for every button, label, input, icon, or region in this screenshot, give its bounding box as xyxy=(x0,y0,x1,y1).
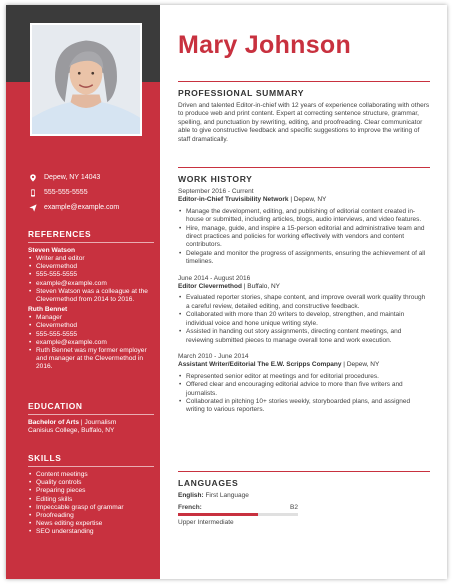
job-dates: June 2014 - August 2016 xyxy=(178,274,251,282)
candidate-name: Mary Johnson xyxy=(178,31,352,59)
job-bullets xyxy=(178,373,430,415)
contact-location xyxy=(28,170,156,185)
language-french-bar-fill xyxy=(178,513,258,516)
job-title-line: Editor-in-Chief Truvisibility Network | Depew, NY xyxy=(178,196,327,204)
profile-photo xyxy=(30,23,142,136)
reference-details xyxy=(28,255,154,304)
language-french-level-code: B2 xyxy=(290,504,298,512)
job-bullet: • Hire, manage, guide, and inspire a 15-person editorial and administrative team and direct practices and policies for working effectively with vendors and content contributors. xyxy=(178,225,430,250)
reference-details xyxy=(28,314,154,371)
job-location: Depew, NY xyxy=(293,196,327,204)
references-section xyxy=(28,229,154,372)
reference-detail: • example@example.com xyxy=(28,339,154,347)
skill-item: • Quality controls xyxy=(28,479,154,487)
work-history-heading: WORK HISTORY xyxy=(178,167,430,184)
contact-phone xyxy=(28,185,156,200)
language-french-row xyxy=(178,504,298,511)
skill-item: • Editing skills xyxy=(28,496,154,504)
skills-list xyxy=(28,471,154,537)
language-french-level-text: Upper Intermediate xyxy=(178,519,234,527)
skill-item: • Proofreading xyxy=(28,512,154,520)
contact-email-text: example@example.com xyxy=(44,204,120,211)
contact-location-text: Depew, NY 14043 xyxy=(44,174,101,181)
location-pin-icon xyxy=(28,173,38,183)
reference-detail: • Clevermethod xyxy=(28,263,154,271)
job-title-line: Assistant Writer/Editorial The E.W. Scripps Company | Depew, NY xyxy=(178,361,380,369)
main-content xyxy=(178,5,430,579)
sidebar xyxy=(6,5,160,579)
job-dates: March 2010 - June 2014 xyxy=(178,352,249,360)
job-bullets xyxy=(178,294,430,344)
skills-section xyxy=(28,453,154,537)
summary-text: Driven and talented Editor-in-chief with 12 years of experience collaborating with others to produce web and print content. Expert at correcting sentence structure, grammar, spelling, and punctuation by rewriting, editing, and proofreading. Clear communicator able to give constructive feedback and specific suggestions to improve the writing of staff dramatically. xyxy=(178,102,430,143)
languages-section xyxy=(178,471,430,528)
language-english-label: English: xyxy=(178,492,204,499)
contact-phone-text: 555-555-5555 xyxy=(44,189,88,196)
reference-detail: • Clevermethod xyxy=(28,322,154,330)
job-bullet: • Evaluated reporter stories, shape content, and improve overall work quality through a careful review, detailed editing, and constructive feedback. xyxy=(178,294,430,311)
job-bullets xyxy=(178,208,430,267)
job-bullet: • Represented senior editor at meetings and for editorial procedures. xyxy=(178,373,430,381)
education-heading: EDUCATION xyxy=(28,401,154,415)
contact-info xyxy=(28,170,156,215)
job-bullet: • Delegate and monitor the progress of assignments, ensuring the achievement of all timelines. xyxy=(178,250,430,267)
reference-name: Steven Watson xyxy=(28,247,76,254)
reference-detail: • 555-555-5555 xyxy=(28,331,154,339)
language-english-value: First Language xyxy=(205,492,249,499)
education-section xyxy=(28,401,154,435)
language-french-bar xyxy=(178,513,298,516)
profile-photo-illustration xyxy=(32,25,140,134)
reference-detail: • Writer and editor xyxy=(28,255,154,263)
job-bullet: • Manage the development, editing, and publishing of editorial content created in-house or submitted, including articles, blogs, audio interviews, and video features. xyxy=(178,208,430,225)
language-french-label: French: xyxy=(178,504,202,512)
phone-icon xyxy=(28,188,38,198)
job-title: Editor Clevermethod xyxy=(178,283,242,291)
skills-heading: SKILLS xyxy=(28,453,154,467)
job-entry xyxy=(178,275,430,345)
contact-email xyxy=(28,200,156,215)
reference-name: Ruth Bennet xyxy=(28,306,68,314)
skill-item: • Preparing pieces xyxy=(28,487,154,495)
reference-detail: • Ruth Bennet was my former employer and manager at the Clevermethod in 2016. xyxy=(28,347,154,372)
reference-detail: • Steven Watson was a colleague at the Clevermethod from 2014 to 2016. xyxy=(28,288,154,304)
reference-detail: • Manager xyxy=(28,314,154,322)
job-bullet: • Collaborated with more than 20 writers to develop, strengthen, and maintain individual voice and hone unique writing style. xyxy=(178,311,430,328)
job-dates: September 2016 - Current xyxy=(178,188,254,195)
skill-item: • Content meetings xyxy=(28,471,154,479)
job-title: Assistant Writer/Editorial The E.W. Scripps Company xyxy=(178,361,342,369)
resume-page xyxy=(6,5,447,579)
skill-item: • Impeccable grasp of grammar xyxy=(28,504,154,512)
work-history-section xyxy=(178,167,430,415)
email-icon xyxy=(28,203,38,213)
job-entry xyxy=(178,353,430,415)
education-field: Journalism xyxy=(84,419,117,426)
languages-heading: LANGUAGES xyxy=(178,471,430,488)
job-entry xyxy=(178,188,430,267)
skill-item: • SEO understanding xyxy=(28,528,154,536)
job-location: Buffalo, NY xyxy=(247,283,281,291)
summary-heading: PROFESSIONAL SUMMARY xyxy=(178,81,430,98)
reference-detail: • 555-555-5555 xyxy=(28,271,154,279)
education-degree-line: Bachelor of Arts | Journalism xyxy=(28,419,117,426)
job-bullet: • Offered clear and encouraging editorial advice to more than five writers and journalists. xyxy=(178,381,430,398)
job-location: Depew, NY xyxy=(346,361,380,369)
education-school: Canisius College, Buffalo, NY xyxy=(28,427,115,435)
references-heading: REFERENCES xyxy=(28,229,154,243)
job-bullet: • Collaborated in pitching 10+ stories weekly, storyboarded plans, and assigned writing to various reporters. xyxy=(178,398,430,415)
language-english xyxy=(178,492,430,500)
job-bullet: • Assisted in handing out story assignments, directing content meetings, and reviewing submitted pieces to manage overall tone and work execution. xyxy=(178,328,430,345)
job-title: Editor-in-Chief Truvisibility Network xyxy=(178,196,289,204)
summary-section xyxy=(178,81,430,144)
skill-item: • News editing expertise xyxy=(28,520,154,528)
job-title-line: Editor Clevermethod | Buffalo, NY xyxy=(178,283,281,291)
education-degree: Bachelor of Arts xyxy=(28,419,80,426)
reference-detail: • example@example.com xyxy=(28,280,154,288)
